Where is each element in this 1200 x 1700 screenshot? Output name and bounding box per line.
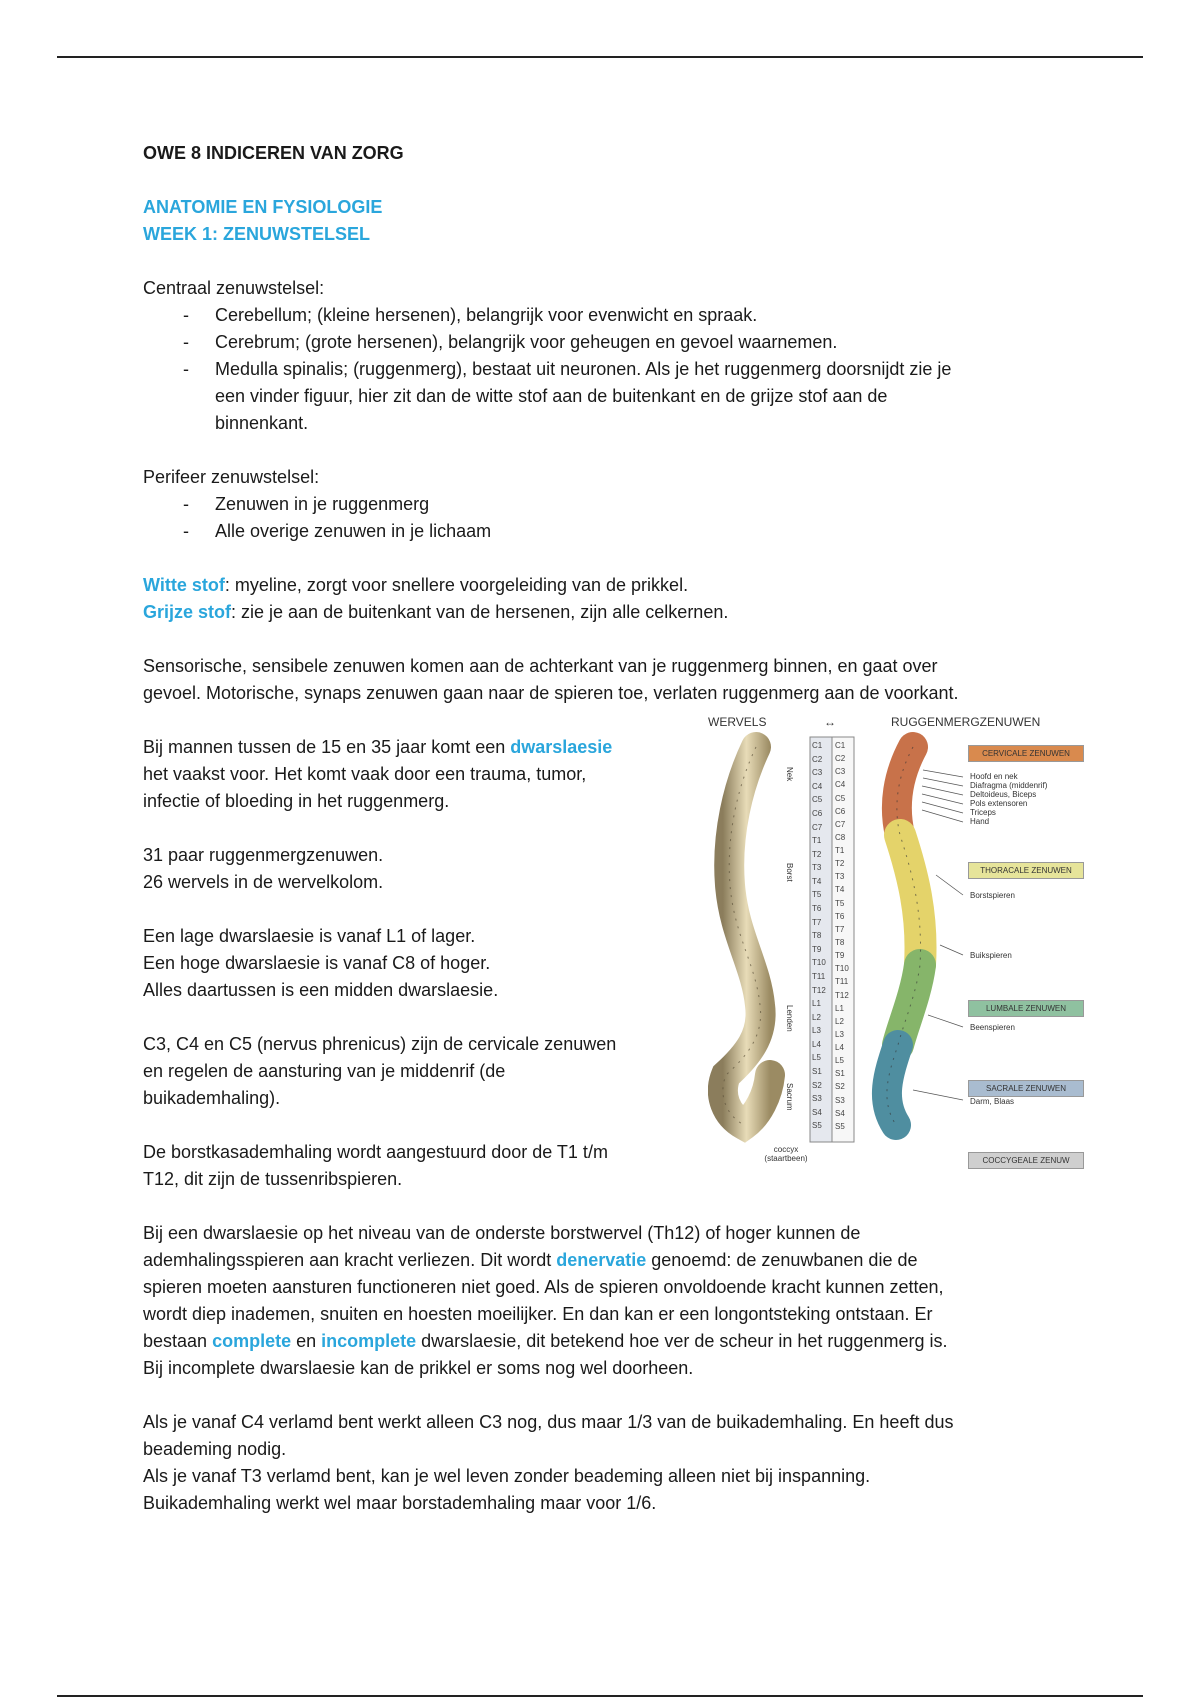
chest-line-1: De borstkasademhaling wordt aangestuurd door de T1 t/m [143, 1142, 608, 1162]
top-rule [57, 56, 1143, 58]
region-lumbar: Lenden [785, 1005, 794, 1032]
vertebra-label: L5 [812, 1053, 821, 1063]
vertebra-count: 26 wervels in de wervelkolom. [143, 872, 384, 892]
white-matter-term: Witte stof [143, 575, 225, 595]
arrow-icon: ↔ [824, 715, 836, 729]
nerve-label: C3 [835, 767, 846, 777]
phrenic-line-1: C3, C4 en C5 (nervus phrenicus) zijn de cervicale zenuwen [143, 1034, 617, 1054]
vertebra-label: C3 [812, 768, 823, 778]
vertebra-label: T4 [812, 876, 822, 886]
cns-list [143, 302, 1063, 437]
list-item-continuation: binnenkant. [215, 413, 309, 433]
paragraph-line-4: wordt diep inademen, snuiten en hoesten moeilijker. En dan kan er een longontsteking ontstaan. Er [143, 1304, 933, 1324]
vertebra-label: C4 [812, 781, 823, 791]
nerve-label: T2 [835, 859, 845, 869]
vertebra-label: T8 [812, 931, 822, 941]
nerve-label: T1 [835, 846, 845, 856]
spine-figure [708, 715, 1083, 1175]
vertebra-label: T11 [812, 971, 826, 981]
nerve-label: C7 [835, 819, 846, 829]
nerve-label: T8 [835, 938, 845, 947]
category-sacral: SACRALE ZENUWEN [968, 1080, 1084, 1097]
list-item: - Cerebellum; (kleine hersenen), belangrijk voor evenwicht en spraak. [183, 305, 758, 325]
c4-line-1: Als je vanaf C4 verlamd bent werkt alleen C3 nog, dus maar 1/3 van de buikademhaling. En heeft dus [143, 1412, 954, 1432]
section-subtitle: ANATOMIE EN FYSIOLOGIE [143, 197, 383, 217]
function-label: Deltoideus, Biceps [970, 790, 1037, 799]
function-label: Diafragma (middenrif) [970, 781, 1048, 790]
category-cervical: CERVICALE ZENUWEN [968, 745, 1084, 762]
complete-term: complete [212, 1331, 292, 1351]
vertebra-label: T2 [812, 849, 822, 859]
t3-line-1: Als je vanaf T3 verlamd bent, kan je wel leven zonder beademing alleen niet bij inspanning. [143, 1466, 871, 1486]
phrenic-line-3: buikademhaling). [143, 1088, 281, 1108]
vertebra-label: C5 [812, 795, 823, 805]
nerve-label: T12 [835, 990, 849, 1000]
vertebra-label: S5 [812, 1121, 822, 1131]
nerve-label: S1 [835, 1069, 845, 1079]
vertebra-label: S1 [812, 1067, 822, 1077]
function-label: Hoofd en nek [970, 772, 1018, 781]
dwarslaesie-term: dwarslaesie [510, 737, 613, 757]
vertebra-label: T10 [812, 958, 826, 968]
vertebra-label: T5 [812, 890, 822, 900]
nerve-label: C2 [835, 754, 846, 764]
nerve-label: T5 [835, 898, 845, 908]
list-item-continuation: een vinder figuur, hier zit dan de witte stof aan de buitenkant en de grijze stof aan de [215, 386, 888, 406]
paragraph-line-3: spieren moeten aansturen functioneren niet goed. Als de spieren onvoldoende kracht kunnen zetten, [143, 1277, 944, 1297]
nerve-label: L1 [835, 1003, 844, 1013]
vertebra-label: T9 [812, 944, 822, 954]
vertebra-label: S4 [812, 1107, 822, 1117]
nerve-label: T4 [835, 885, 845, 895]
list-item: - Cerebrum; (grote hersenen), belangrijk voor geheugen en gevoel waarnemen. [183, 332, 838, 352]
list-item: - Zenuwen in je ruggenmerg [183, 494, 430, 514]
chest-line-2: T12, dit zijn de tussenribspieren. [143, 1169, 403, 1189]
coccyx-label: coccyx (staartbeen) [764, 1145, 808, 1163]
sensory-line-2: gevoel. Motorische, synaps zenuwen gaan naar de spieren toe, verlaten ruggenmerg aan de voorkant. [143, 683, 959, 703]
function-label: Hand [970, 817, 990, 826]
nerve-label: T11 [835, 977, 849, 987]
nerve-label: L4 [835, 1043, 844, 1053]
vertebra-label: T3 [812, 863, 822, 873]
vertebra-label: S3 [812, 1094, 822, 1104]
paragraph-line-6: Bij incomplete dwarslaesie kan de prikkel er soms nog wel doorheen. [143, 1358, 694, 1378]
nerve-label: S5 [835, 1121, 845, 1131]
bottom-rule [57, 1695, 1143, 1697]
men-line-1: Bij mannen tussen de 15 en 35 jaar komt een dwarslaesie [143, 737, 613, 757]
c4-line-2: beademing nodig. [143, 1439, 287, 1459]
vertebra-label: T6 [812, 904, 822, 914]
left-spine-icon [723, 747, 770, 1125]
region-chest: Borst [785, 863, 794, 882]
vertebra-label: C1 [812, 741, 823, 750]
function-label: Triceps [970, 808, 996, 817]
vertebrae-header: WERVELS [708, 715, 767, 729]
region-sacrum: Sacrum [785, 1083, 794, 1111]
function-label: Buikspieren [970, 951, 1012, 960]
nerve-label: S4 [835, 1108, 845, 1118]
pns-list [143, 491, 1063, 545]
nerve-label: T3 [835, 872, 845, 882]
region-neck: Nek [785, 767, 794, 782]
nerve-label: T10 [835, 964, 849, 974]
men-line-3: infectie of bloeding in het ruggenmerg. [143, 791, 450, 811]
vertebra-label: C2 [812, 754, 823, 764]
nerve-label: C5 [835, 793, 846, 803]
function-label: Borstspieren [970, 891, 1015, 900]
men-line-2: het vaakst voor. Het komt vaak door een trauma, tumor, [143, 764, 587, 784]
function-label: Pols extensoren [970, 799, 1028, 808]
nerve-label: L2 [835, 1016, 844, 1026]
phrenic-line-2: en regelen de aansturing van je middenrif (de [143, 1061, 506, 1081]
vertebra-label: C7 [812, 822, 823, 832]
nerve-label: T7 [835, 924, 845, 934]
nerve-label: C8 [835, 832, 846, 842]
vertebra-label: L2 [812, 1012, 821, 1022]
category-lumbar: LUMBALE ZENUWEN [968, 1000, 1084, 1017]
category-coccygeal: COCCYGEALE ZENUW [968, 1152, 1084, 1169]
vertebra-label: L4 [812, 1039, 821, 1049]
vertebra-label: T12 [812, 985, 826, 995]
cns-heading: Centraal zenuwstelsel: [143, 278, 325, 298]
high-lesion: Een hoge dwarslaesie is vanaf C8 of hoger. [143, 953, 491, 973]
vertebra-label: L3 [812, 1026, 821, 1036]
t3-line-2: Buikademhaling werkt wel maar borstademhaling maar voor 1/6. [143, 1493, 657, 1513]
week-subtitle: WEEK 1: ZENUWSTELSEL [143, 224, 371, 244]
category-thoracic: THORACALE ZENUWEN [968, 862, 1084, 879]
vertebra-label: T1 [812, 836, 822, 846]
nerve-label: C6 [835, 806, 846, 816]
nerve-label: L3 [835, 1029, 844, 1039]
grey-matter-term: Grijze stof [143, 602, 232, 622]
nerve-label: C4 [835, 780, 846, 790]
vertebra-label: S2 [812, 1080, 822, 1090]
paragraph-line-5: bestaan complete en incomplete dwarslaesie, dit betekend hoe ver de scheur in het ruggenmerg is. [143, 1331, 948, 1351]
list-item: - Alle overige zenuwen in je lichaam [183, 521, 492, 541]
middle-lesion: Alles daartussen is een midden dwarslaesie. [143, 980, 499, 1000]
grey-matter-line: Grijze stof: zie je aan de buitenkant van de hersenen, zijn alle celkernen. [143, 602, 729, 622]
vertebra-label: C6 [812, 808, 823, 818]
low-lesion: Een lage dwarslaesie is vanaf L1 of lager. [143, 926, 476, 946]
nerve-label: S2 [835, 1082, 845, 1092]
list-item: - Medulla spinalis; (ruggenmerg), bestaat uit neuronen. Als je het ruggenmerg doorsnijdt zie je [183, 359, 952, 379]
nerve-label: C1 [835, 741, 846, 750]
vertebra-label: T7 [812, 917, 822, 927]
denervatie-term: denervatie [556, 1250, 647, 1270]
paragraph-line-1: Bij een dwarslaesie op het niveau van de onderste borstwervel (Th12) of hoger kunnen de [143, 1223, 861, 1243]
function-label: Beenspieren [970, 1023, 1015, 1032]
incomplete-term: incomplete [321, 1331, 417, 1351]
paragraph-line-2: ademhalingsspieren aan kracht verliezen. Dit wordt denervatie genoemd: de zenuwbanen die de [143, 1250, 918, 1270]
nerve-label: T9 [835, 951, 845, 961]
function-label: Darm, Blaas [970, 1097, 1015, 1106]
nerve-label: T6 [835, 911, 845, 921]
pns-heading: Perifeer zenuwstelsel: [143, 467, 320, 487]
vertebra-label: L1 [812, 999, 821, 1009]
sensory-line-1: Sensorische, sensibele zenuwen komen aan de achterkant van je ruggenmerg binnen, en gaat over [143, 656, 938, 676]
right-spine-icon [887, 747, 921, 1125]
nerve-pairs: 31 paar ruggenmergzenuwen. [143, 845, 384, 865]
white-matter-line: Witte stof: myeline, zorgt voor snellere voorgeleiding van de prikkel. [143, 575, 689, 595]
document-title: OWE 8 INDICEREN VAN ZORG [143, 143, 404, 163]
spinal-nerves-header: RUGGENMERGZENUWEN [891, 715, 1041, 729]
nerve-label: L5 [835, 1056, 844, 1066]
nerve-label: S3 [835, 1095, 845, 1105]
